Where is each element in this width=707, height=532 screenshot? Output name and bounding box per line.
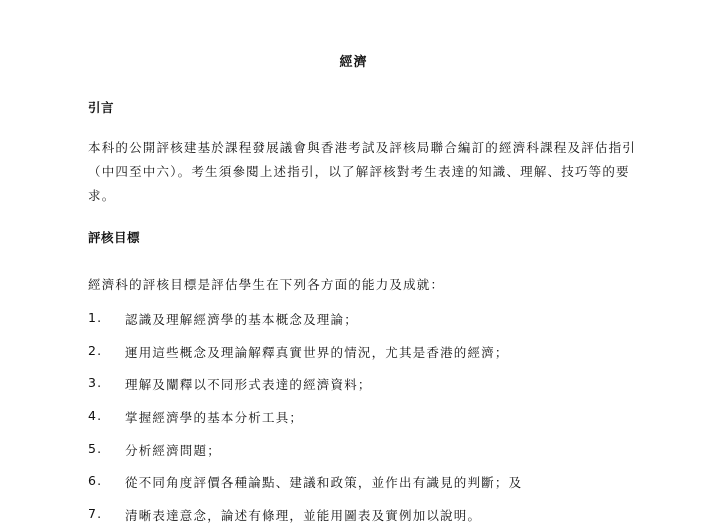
list-item-number: 1.: [88, 310, 103, 325]
section-heading-assessment-objectives: 評核目標: [88, 230, 141, 245]
objectives-intro: 經濟科的評核目標是評估學生在下列各方面的能力及成就：: [88, 277, 445, 292]
list-item: [88, 375, 648, 393]
introduction-paragraph: 本科的公開評核建基於課程發展議會與香港考試及評核局聯合編訂的經濟科課程及評估指引（中四至中六）。考生須參閱上述指引，以了解評核對考生表達的知識、理解、技巧等的要求。: [88, 140, 637, 203]
list-item: [88, 473, 648, 491]
list-item-text: 認識及理解經濟學的基本概念及理論；: [125, 312, 358, 327]
document-title: 經濟: [339, 55, 368, 70]
list-item-number: 5.: [88, 441, 103, 456]
list-item-number: 3.: [88, 375, 103, 390]
list-item: [88, 408, 648, 426]
list-item-text: 從不同角度評價各種論點、建議和政策，並作出有識見的判斷；及: [125, 475, 523, 490]
list-item-number: 7.: [88, 506, 103, 521]
section-heading-introduction: 引言: [88, 100, 115, 115]
list-item-text: 清晰表達意念，論述有條理，並能用圖表及實例加以說明。: [125, 508, 482, 523]
list-item: [88, 343, 648, 361]
list-item: [88, 506, 648, 524]
list-item-number: 2.: [88, 343, 103, 358]
list-item-number: 6.: [88, 473, 103, 488]
list-item-text: 分析經濟問題；: [125, 443, 221, 458]
list-item-text: 運用這些概念及理論解釋真實世界的情況，尤其是香港的經濟；: [125, 345, 509, 360]
list-item: [88, 310, 648, 328]
list-item-text: 掌握經濟學的基本分析工具；: [125, 410, 304, 425]
list-item-number: 4.: [88, 408, 103, 423]
list-item: [88, 441, 648, 459]
list-item-text: 理解及闡釋以不同形式表達的經濟資料；: [125, 377, 372, 392]
